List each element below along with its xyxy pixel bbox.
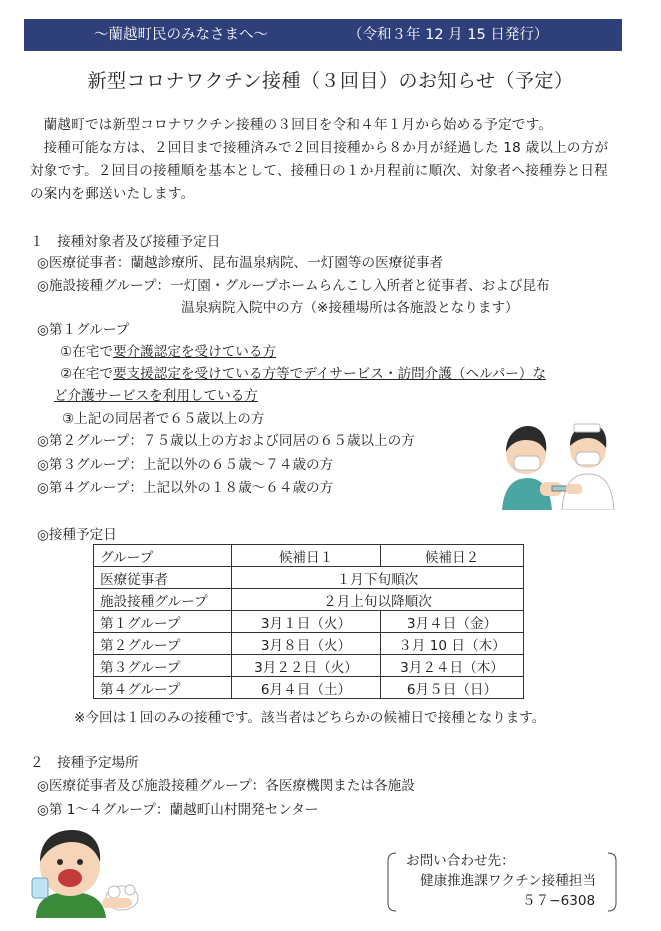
row-date2: 3月２４日（木） — [381, 655, 524, 677]
target-group4: ◎第４グループ：上記以外の１８歳〜６４歳の方 — [37, 480, 334, 496]
row-date2: 3月４日（金） — [381, 611, 524, 633]
location-line1: ◎医療従事者及び施設接種グループ：各医療機関または各施設 — [37, 778, 415, 794]
intro-text — [30, 114, 615, 206]
group1-item2-prefix: ②在宅で — [60, 366, 113, 382]
group1-item3: ③上記の同居者で６５歳以上の方 — [62, 411, 265, 427]
schedule-table — [93, 544, 524, 699]
row-group: 第４グループ — [94, 677, 232, 699]
target-group3: ◎第３グループ：上記以外の６５歳〜７４歳の方 — [37, 457, 334, 473]
group1-item1 — [60, 342, 276, 362]
target-medical: ◎医療従事者：蘭越診療所、昆布温泉病院、一灯園等の医療従事者 — [37, 255, 444, 271]
header-date1: 候補日１ — [232, 545, 381, 567]
section2-heading: ２ 接種予定場所 — [30, 755, 139, 771]
target-facility: ◎施設接種グループ：一灯園・グループホームらんこし入所者と従事者、および昆布 — [37, 278, 550, 294]
schedule-note: ※今回は１回のみの接種です。該当者はどちらかの候補日で接種となります。 — [74, 710, 546, 726]
group1-item2-cont: ど介護サービスを利用している方 — [54, 388, 258, 404]
group1-item1-underlined: 要介護認定を受けている方 — [112, 344, 277, 360]
table-row — [94, 633, 524, 655]
table-header-row — [94, 545, 524, 567]
group1-item2 — [60, 364, 546, 384]
gargle-illustration — [30, 822, 140, 918]
row-dates: １月下旬順次 — [232, 567, 524, 589]
group1-item1-prefix: ①在宅で — [60, 344, 113, 360]
table-row — [94, 655, 524, 677]
section1-heading: １ 接種対象者及び接種予定日 — [30, 234, 221, 250]
banner-audience: 〜蘭越町民のみなさまへ〜 — [94, 27, 268, 43]
contact-phone: ５７−6308 — [522, 893, 596, 909]
row-dates: ２月上旬以降順次 — [232, 589, 524, 611]
row-group: 第１グループ — [94, 611, 232, 633]
contact-label: お問い合わせ先： — [406, 853, 515, 869]
table-row — [94, 611, 524, 633]
target-group2: ◎第２グループ：７５歳以上の方および同居の６５歳以上の方 — [37, 433, 415, 449]
row-date1: 3月２２日（火） — [232, 655, 381, 677]
header-group: グループ — [94, 545, 232, 567]
page-title: 新型コロナワクチン接種（３回目）のお知らせ（予定） — [87, 70, 574, 92]
target-facility-cont: 温泉病院入院中の方（※接種場所は各施設となります） — [181, 300, 519, 316]
row-date1: 6月４日（土） — [232, 677, 381, 699]
group1-item2-underlined: 要支援認定を受けている方等でデイサービス・訪問介護（ヘルパー）な — [112, 366, 547, 382]
row-group: 医療従事者 — [94, 567, 232, 589]
row-date1: 3月８日（火） — [232, 633, 381, 655]
row-date2: 6月５日（日） — [381, 677, 524, 699]
row-date2: ３月 10 日（木） — [381, 633, 524, 655]
header-date2: 候補日２ — [381, 545, 524, 567]
target-group1: ◎第１グループ — [37, 322, 130, 338]
row-group: 第２グループ — [94, 633, 232, 655]
table-row — [94, 589, 524, 611]
intro-paragraph-2: 接種可能な方は、２回目まで接種済みで２回目接種から８か月が経過した 18 歳以上の方が対象です。２回目の接種順を基本として、接種日の１か月程前に順次、対象者へ接種券と日程の案内を郵送いたします。 — [30, 140, 609, 202]
intro-paragraph-1: 蘭越町では新型コロナワクチン接種の３回目を令和４年１月から始める予定です。 — [43, 117, 553, 133]
banner-issue-date: （令和３年 12 月 15 日発行） — [348, 27, 549, 43]
table-row — [94, 677, 524, 699]
location-line2: ◎第 1〜４グループ：蘭越町山村開発センター — [37, 802, 319, 818]
row-group: 第３グループ — [94, 655, 232, 677]
table-row — [94, 567, 524, 589]
header-banner — [24, 19, 622, 51]
row-date1: 3月１日（火） — [232, 611, 381, 633]
row-group: 施設接種グループ — [94, 589, 232, 611]
contact-box — [386, 852, 618, 912]
schedule-heading: ◎接種予定日 — [37, 527, 117, 543]
contact-department: 健康推進課ワクチン接種担当 — [420, 873, 597, 889]
vaccination-illustration — [496, 416, 616, 510]
